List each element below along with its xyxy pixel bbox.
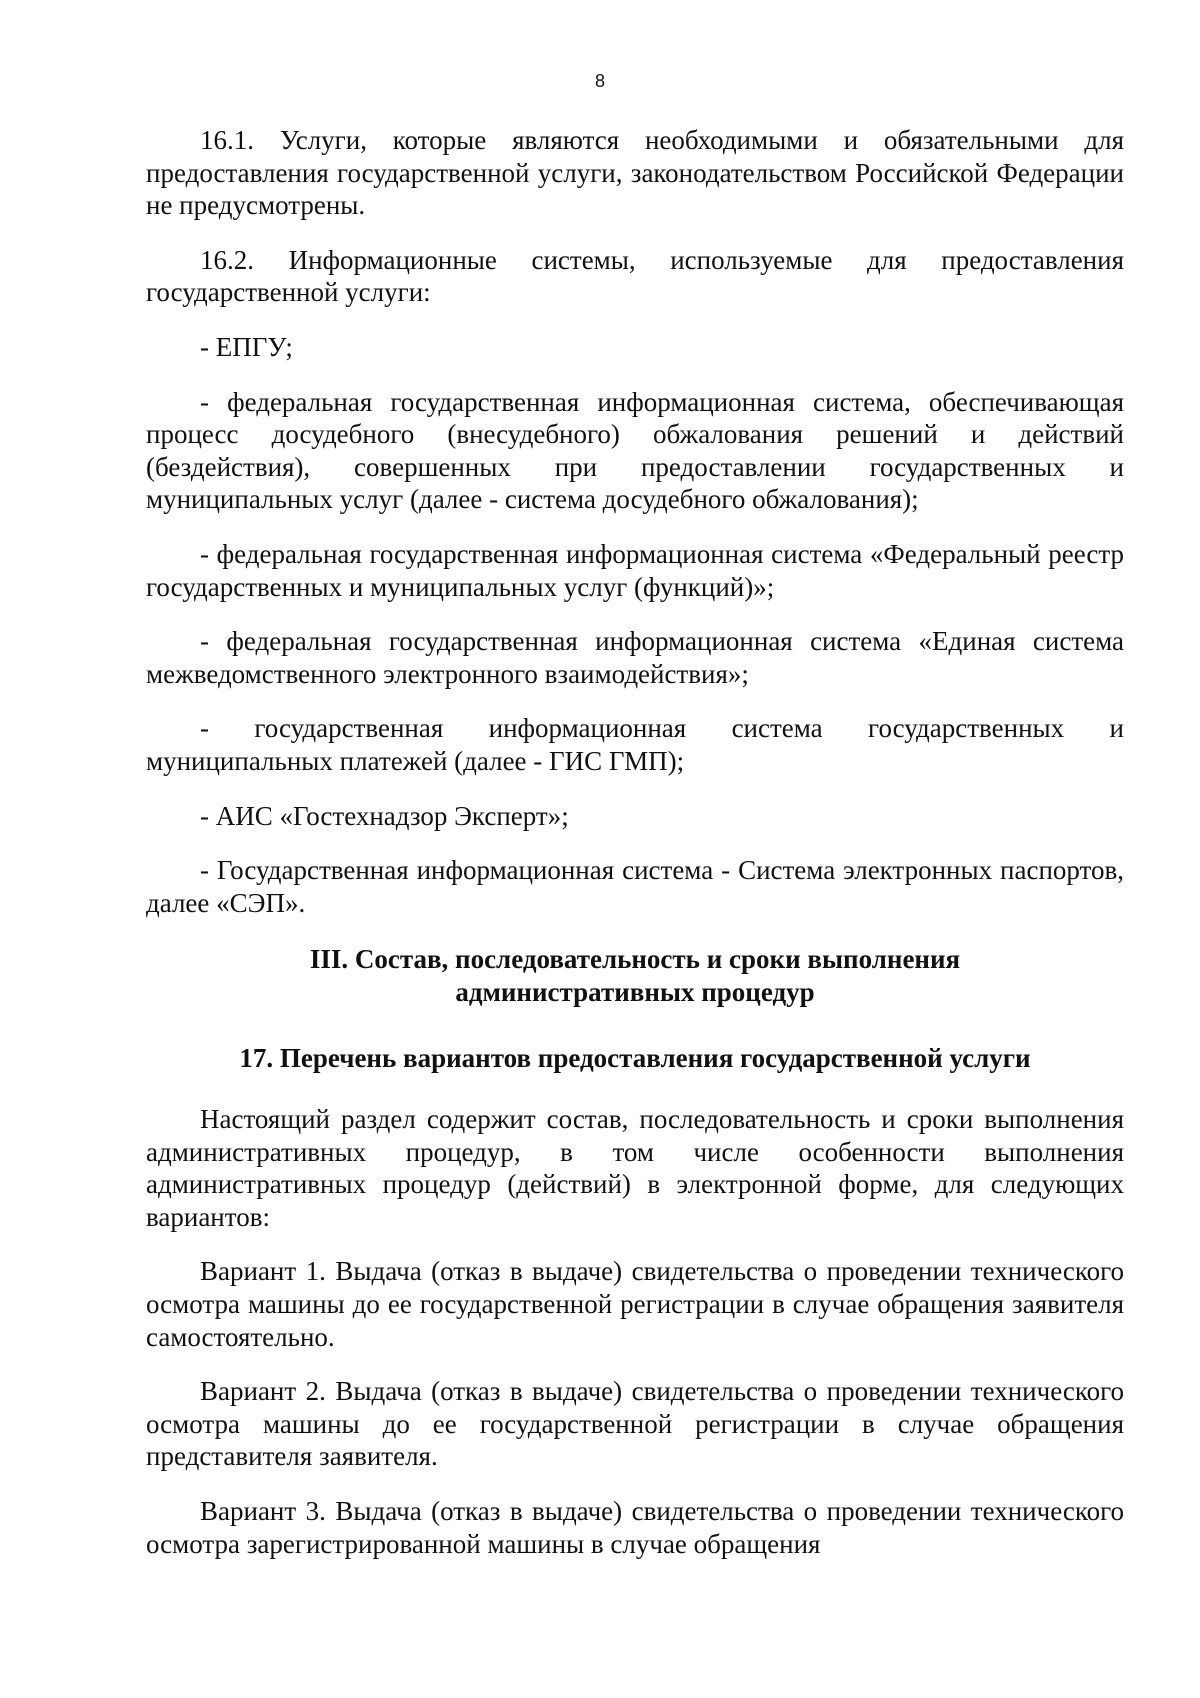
paragraph-16-1: 16.1. Услуги, которые являются необходимыми и обязательными для предоставления государственной услуги, законодательством Российской Федерации не предусмотрены. <box>146 125 1124 221</box>
section-heading-line-1: III. Состав, последовательность и сроки выполнения <box>309 944 961 975</box>
list-item-ais-gostekhnadzor: - АИС «Гостехнадзор Эксперт»; <box>200 800 569 831</box>
paragraph-16-2: 16.2. Информационные системы, используемые для предоставления государственной услуги: <box>146 244 1124 308</box>
section-heading <box>146 943 1124 1008</box>
list-item-pretrial-appeal-system: - федеральная государственная информационная система, обеспечивающая процесс досудебного (внесудебного) обжалования решений и действий (бездействия), совершенных при предоставлении государственных и муниципальных услуг (далее - система досудебного обжалования); <box>146 386 1124 515</box>
list-item-gis-gmp: - государственная информационная система государственных и муниципальных платежей (далее - ГИС ГМП); <box>146 713 1124 776</box>
paragraph-variant-1: Вариант 1. Выдача (отказ в выдаче) свидетельства о проведении технического осмотра машины до ее государственной регистрации в случае обращения заявителя самостоятельно. <box>146 1256 1124 1352</box>
paragraph-variant-2: Вариант 2. Выдача (отказ в выдаче) свидетельства о проведении технического осмотра машины до ее государственной регистрации в случае обращения представителя заявителя. <box>146 1376 1124 1472</box>
document-body <box>146 124 1124 1582</box>
paragraph-variant-3: Вариант 3. Выдача (отказ в выдаче) свидетельства о проведении технического осмотра зарегистрированной машины в случае обращения <box>146 1496 1124 1559</box>
section-heading-line-2: административных процедур <box>455 976 815 1007</box>
list-item-epgu: - ЕПГУ; <box>200 331 293 362</box>
sub-heading: 17. Перечень вариантов предоставления государственной услуги <box>239 1043 1031 1074</box>
list-item-federal-registry: - федеральная государственная информационная система «Федеральный реестр государственных и муниципальных услуг (функций)»; <box>146 538 1124 602</box>
list-item-smev: - федеральная государственная информационная система «Единая система межведомственного электронного взаимодействия»; <box>146 626 1124 689</box>
list-item-sep: - Государственная информационная система - Система электронных паспортов, далее «СЭП». <box>146 855 1124 918</box>
paragraph-section-intro: Настоящий раздел содержит состав, последовательность и сроки выполнения административных процедур, в том числе особенности выполнения административных процедур (действий) в электронной форме, для следующих вариантов: <box>146 1104 1124 1232</box>
page-number: 8 <box>594 71 605 91</box>
